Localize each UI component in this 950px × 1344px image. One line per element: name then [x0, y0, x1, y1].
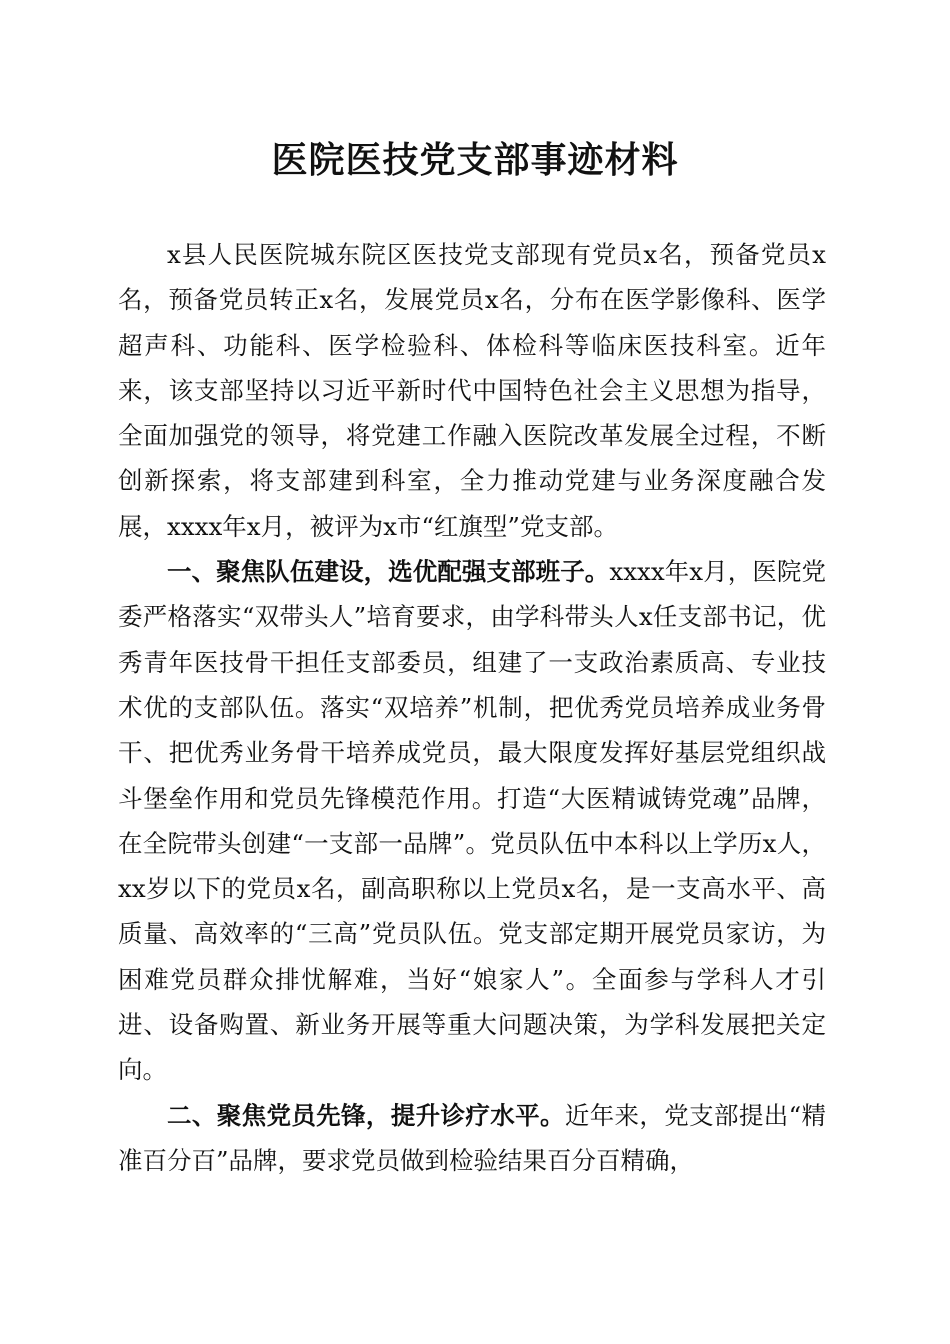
paragraph-intro: [118, 232, 826, 549]
paragraph-section-2: [118, 1093, 826, 1184]
paragraph-text: x县人民医院城东院区医技党支部现有党员x名，预备党员x名，预备党员转正x名，发展党员x名，分布在医学影像科、医学超声科、功能科、医学检验科、体检科等临床医技科室。近年来，该支部坚持以习近平新时代中国特色社会主义思想为指导，全面加强党的领导，将党建工作融入医院改革发展全过程，不断创新探索，将支部建到科室，全力推动党建与业务深度融合发展，xxxx年x月，被评为x市“红旗型”党支部。: [118, 240, 826, 541]
section-heading: 一、聚焦队伍建设，选优配强支部班子。: [167, 557, 610, 587]
document-title: 医院医技党支部事迹材料: [271, 139, 679, 181]
paragraph-section-1: [118, 549, 826, 1093]
paragraph-text: 近年来，党支部提出“精准百分百”品牌，要求党员做到检验结果百分百精确，: [118, 1100, 826, 1175]
paragraph-text: xxxx年x月，医院党委严格落实“双带头人”培育要求，由学科带头人x任支部书记，优秀青年医技骨干担任支部委员，组建了一支政治素质高、专业技术优的支部队伍。落实“双培养”机制，把优秀党员培养成业务骨干、把优秀业务骨干培养成党员，最大限度发挥好基层党组织战斗堡垒作用和党员先锋模范作用。打造“大医精诚铸党魂”品牌，在全院带头创建“一支部一品牌”。党员队伍中本科以上学历x人，xx岁以下的党员x名，副高职称以上党员x名，是一支高水平、高质量、高效率的“三高”党员队伍。党支部定期开展党员家访，为困难党员群众排忧解难，当好“娘家人”。全面参与学科人才引进、设备购置、新业务开展等重大问题决策，为学科发展把关定向。: [118, 557, 826, 1085]
document-body: [118, 232, 826, 1183]
section-heading: 二、聚焦党员先锋，提升诊疗水平。: [167, 1100, 565, 1130]
